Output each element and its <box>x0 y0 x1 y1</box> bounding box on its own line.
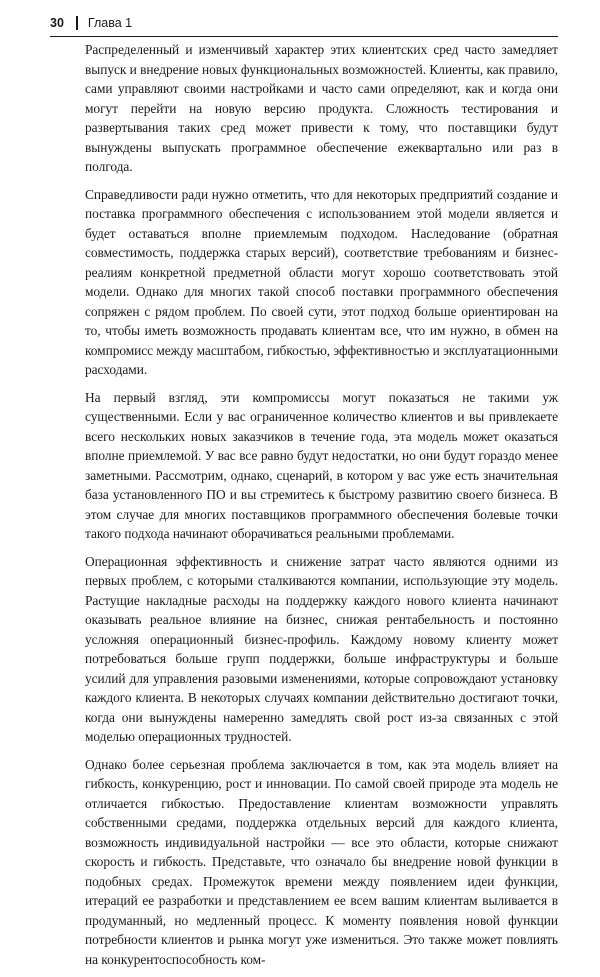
chapter-title: Глава 1 <box>87 16 133 30</box>
paragraph-1: Распределенный и изменчивый характер этих клиентских сред часто замедляет выпуск и внедрение новых функциональных возможностей. Клиенты, как правило, сами управляют своими настройками и часто сами определяют, как и когда они могут перейти на новую версию продукта. Сложность тестирования и развертывания таких сред может привести к тому, что поставщики будут вынуждены выпускать программное обеспечение ежеквартально или раз в полгода. <box>85 42 558 174</box>
paragraph-5: Однако более серьезная проблема заключается в том, как эта модель влияет на гибкость, конкуренцию, рост и инновации. По самой своей природе эта модель не отличается гибкостью. Предоставление клиентам возможности управлять собственными средами, поддержка отдельных версий для каждого клиента, возможность индивидуальной настройки — все это области, которые снижают скорость и гибкость. Представьте, что означало бы внедрение новой функции в подобных средах. Промежуток времени между появлением идеи функции, итераций ее разработки и представлением ее всем вашим клиентам выливается в продуманный, но медленный процесс. К моменту появления новой функции потребности клиентов и рынка могут уже измениться. Это также может повлиять на конкурентоспособность ком- <box>85 756 558 967</box>
paragraph-2: Справедливости ради нужно отметить, что для некоторых предприятий создание и поставка программного обеспечения с использованием этой модели является и будет оставаться вполне приемлемым подходом. Наследование (обратная совместимость, поддержка старых версий), соответствие требованиям и бизнес-реалиям конкретной предметной области могут хорошо соответствовать этой модели. Однако для многих такой способ поставки программного обеспечения сопряжен с рядом проблем. По своей сути, этот подход больше ориентирован на то, чтобы иметь возможность продавать клиентам все, что им нужно, в обмен на компромисс между масштабом, гибкостью, эффективностью и эксплуатационными расходами. <box>85 186 558 377</box>
body-text <box>85 40 558 977</box>
page-number: 30 <box>50 16 64 30</box>
paragraph-4: Операционная эффективность и снижение затрат часто являются одними из первых проблем, с которыми сталкиваются компании, использующие эту модель. Растущие накладные расходы на поддержку каждого нового клиента начинают оказывать реальное влияние на бизнес, снижая рентабельность и постоянно усложняя операционный бизнес-профиль. Каждому новому клиенту может потребоваться больше групп поддержки, больше инфраструктуры и больше усилий для управления разовыми изменениями, которые сопровождают установку каждого клиента. В некоторых случаях компании действительно достигают точки, когда они вынуждены намеренно замедлять свой рост из-за связанных с этой моделью операционных трудностей. <box>85 553 558 744</box>
header-rule <box>50 36 558 37</box>
paragraph-3: На первый взгляд, эти компромиссы могут показаться не такими уж существенными. Если у вас ограниченное количество клиентов и вы привлекаете всего нескольких новых заказчиков в течение года, эта модель может оказаться вполне приемлемой. У вас все равно будут недостатки, но они будут гораздо менее заметными. Рассмотрим, однако, сценарий, в котором у вас уже есть значительная база установленного ПО и вы стремитесь к быстрому развитию своего бизнеса. В этом случае для многих поставщиков программного обеспечения болевые точки такого подхода начинают оборачиваться реальными проблемами. <box>85 389 558 541</box>
header-separator <box>76 16 78 30</box>
running-header <box>50 13 558 33</box>
